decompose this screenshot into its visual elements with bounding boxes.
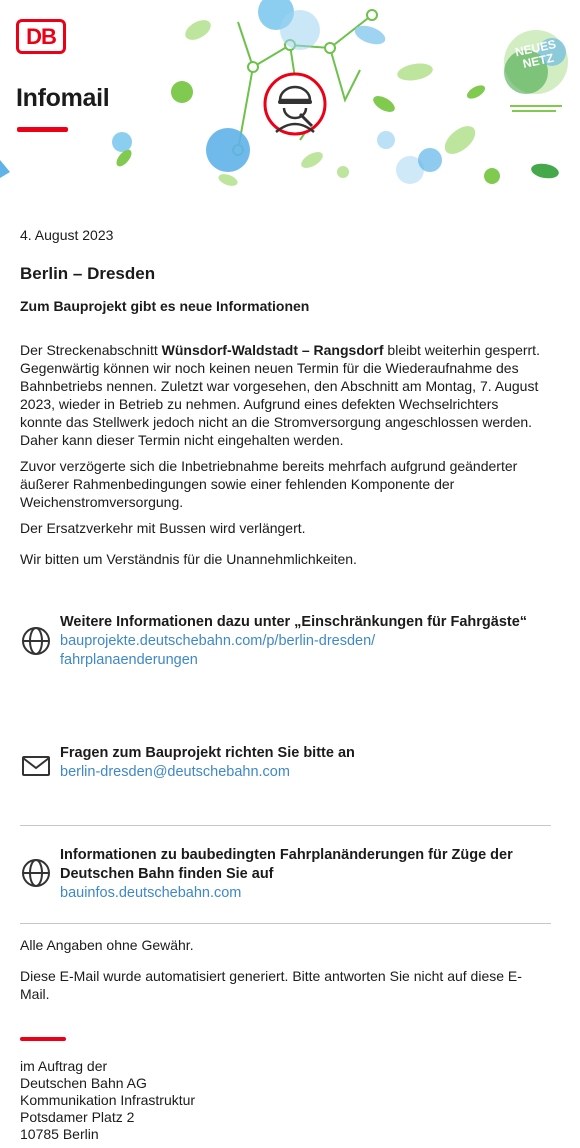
info-title-timetable: Informationen zu baubedingten Fahrplanänderungen für Züge der Deutschen Bahn finden Sie auf: [60, 847, 513, 882]
footer-line: 10785 Berlin: [20, 1126, 99, 1142]
link-bauprojekte[interactable]: [60, 632, 550, 670]
auto-generated-notice: Diese E-Mail wurde automatisiert generiert. Bitte antworten Sie nicht auf diese E-Mail.: [20, 968, 522, 1002]
info-title-restrictions: Weitere Informationen dazu unter „Einschränkungen für Fahrgäste“: [60, 614, 528, 630]
disclaimer: Alle Angaben ohne Gewähr.: [20, 937, 194, 953]
link-bauinfos[interactable]: bauinfos.deutschebahn.com: [60, 885, 242, 901]
db-logo[interactable]: [16, 19, 66, 54]
footer-line: Potsdamer Platz 2: [20, 1109, 135, 1125]
paragraph-closure-after: bleibt weiterhin gesperrt. Gegenwärtig können wir noch keinen neuen Termin für die Wiederaufnahme des Bahnbetriebs nennen. Zuletzt war vorgesehen, den Abschnitt am Montag, 7. August 2023, wieder in Betrieb zu nehmen. Aufgrund eines defekten Wechselrichters konnte das Stellwerk jedoch nicht an die Stromversorgung angeschlossen werden. Daher kann dieser Termin nicht eingehalten werden.: [20, 342, 540, 448]
db-logo-text: DB: [26, 23, 56, 49]
footer-line: im Auftrag der: [20, 1058, 108, 1074]
divider: [20, 825, 551, 826]
paragraph-delay: Zuvor verzögerte sich die Inbetriebnahme bereits mehrfach aufgrund geänderter äußerer Rahmenbedingungen sowie einer fehlenden Komponente der Weichenstromversorgung.: [20, 458, 518, 510]
header-banner: [0, 0, 580, 200]
paragraph-closure-before: Der Streckenabschnitt: [20, 342, 162, 358]
paragraph-bus-replacement: Der Ersatzverkehr mit Bussen wird verlängert.: [20, 520, 306, 536]
globe-icon: [20, 857, 52, 889]
globe-icon: [20, 625, 52, 657]
footer-line: Deutschen Bahn AG: [20, 1075, 147, 1091]
subtitle: Zum Bauprojekt gibt es neue Informationen: [20, 298, 310, 314]
section-name: Wünsdorf-Waldstadt – Rangsdorf: [161, 342, 384, 358]
neues-netz-badge: NEUES NETZ: [513, 37, 558, 71]
brand-title: Infomail: [16, 84, 110, 112]
mail-date: 4. August 2023: [20, 227, 114, 243]
brand-underline: [17, 127, 68, 132]
footer-address: [20, 1058, 195, 1143]
paragraph-closure: [20, 341, 540, 449]
paragraph-apology: Wir bitten um Verständnis für die Unannehmlichkeiten.: [20, 551, 357, 567]
route-title: Berlin – Dresden: [20, 264, 156, 283]
link-bauprojekte-line1: bauprojekte.deutschebahn.com/p/berlin-dresden/: [60, 633, 376, 649]
divider: [20, 923, 551, 924]
footer-accent-bar: [20, 1037, 66, 1041]
info-title-contact: Fragen zum Bauprojekt richten Sie bitte an: [60, 745, 355, 761]
link-bauprojekte-line2: fahrplanaenderungen: [60, 652, 198, 668]
envelope-icon: [20, 750, 52, 782]
link-email[interactable]: berlin-dresden@deutschebahn.com: [60, 764, 290, 780]
footer-line: Kommunikation Infrastruktur: [20, 1092, 196, 1108]
